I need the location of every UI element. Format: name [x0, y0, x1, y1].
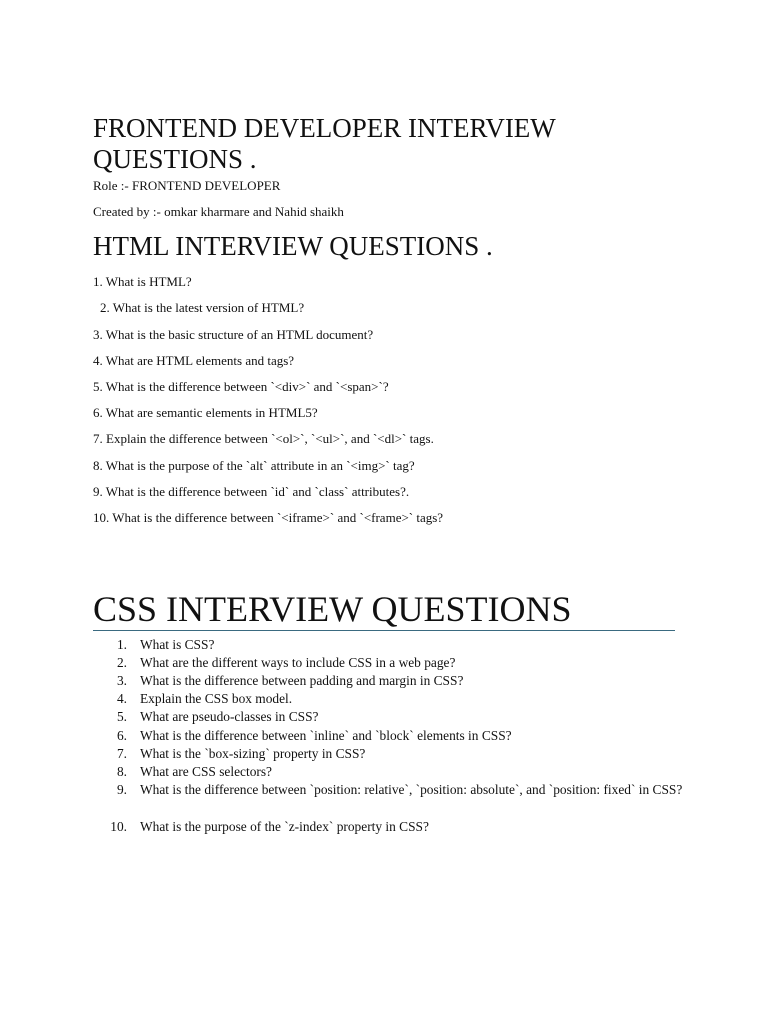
list-item — [105, 781, 685, 799]
list-item: 4. What are HTML elements and tags? — [93, 353, 295, 368]
item-number: 6. — [116, 728, 127, 743]
item-text: What is the difference between padding and margin in CSS? — [140, 673, 464, 688]
item-number: 3. — [116, 673, 127, 688]
item-text: What is the purpose of the `z-index` property in CSS? — [140, 819, 429, 834]
html-section-heading: HTML INTERVIEW QUESTIONS . — [93, 231, 493, 261]
list-item: 7. Explain the difference between `<ol>`, `<ul>`, and `<dl>` tags. — [93, 431, 434, 446]
item-text: What are CSS selectors? — [140, 764, 273, 779]
list-item — [105, 818, 685, 836]
item-text: Explain the CSS box model. — [140, 691, 293, 706]
document-title-line-1: FRONTEND DEVELOPER INTERVIEW — [93, 113, 556, 143]
list-item — [105, 672, 685, 690]
list-item: 1. What is HTML? — [93, 274, 192, 289]
list-item — [105, 763, 685, 781]
list-item — [105, 654, 685, 672]
list-item: 9. What is the difference between `id` and `class` attributes?. — [93, 484, 410, 499]
list-item: 5. What is the difference between `<div>` and `<span>`? — [93, 379, 389, 394]
document-title-line-2: QUESTIONS . — [93, 144, 257, 174]
item-text: What is the difference between `inline` and `block` elements in CSS? — [140, 728, 512, 743]
css-section-heading: CSS INTERVIEW QUESTIONS — [93, 589, 572, 629]
item-number: 10. — [110, 819, 127, 834]
item-text: What are the different ways to include CSS in a web page? — [140, 655, 456, 670]
item-number: 5. — [116, 709, 127, 724]
list-item: 2. What is the latest version of HTML? — [100, 300, 305, 315]
list-item: 3. What is the basic structure of an HTML document? — [93, 327, 374, 342]
item-text: What is CSS? — [140, 637, 215, 652]
item-text: What is the difference between `position: relative`, `position: absolute`, and `position: fixed` in CSS? — [140, 782, 683, 797]
list-item: 10. What is the difference between `<iframe>` and `<frame>` tags? — [93, 510, 444, 525]
item-number: 9. — [116, 782, 127, 797]
list-item: 8. What is the purpose of the `alt` attribute in an `<img>` tag? — [93, 458, 415, 473]
list-item — [105, 745, 685, 763]
item-number: 4. — [116, 691, 127, 706]
item-number: 7. — [116, 746, 127, 761]
heading-underline-divider — [93, 630, 675, 631]
list-item — [105, 727, 685, 745]
role-line: Role :- FRONTEND DEVELOPER — [93, 178, 281, 193]
list-item: 6. What are semantic elements in HTML5? — [93, 405, 318, 420]
item-number: 8. — [116, 764, 127, 779]
item-text: What are pseudo-classes in CSS? — [140, 709, 319, 724]
item-number: 1. — [116, 637, 127, 652]
list-item — [105, 636, 685, 654]
item-number: 2. — [116, 655, 127, 670]
list-item — [105, 708, 685, 726]
list-item — [105, 690, 685, 708]
item-text: What is the `box-sizing` property in CSS? — [140, 746, 366, 761]
created-by-line: Created by :- omkar kharmare and Nahid shaikh — [93, 204, 344, 219]
